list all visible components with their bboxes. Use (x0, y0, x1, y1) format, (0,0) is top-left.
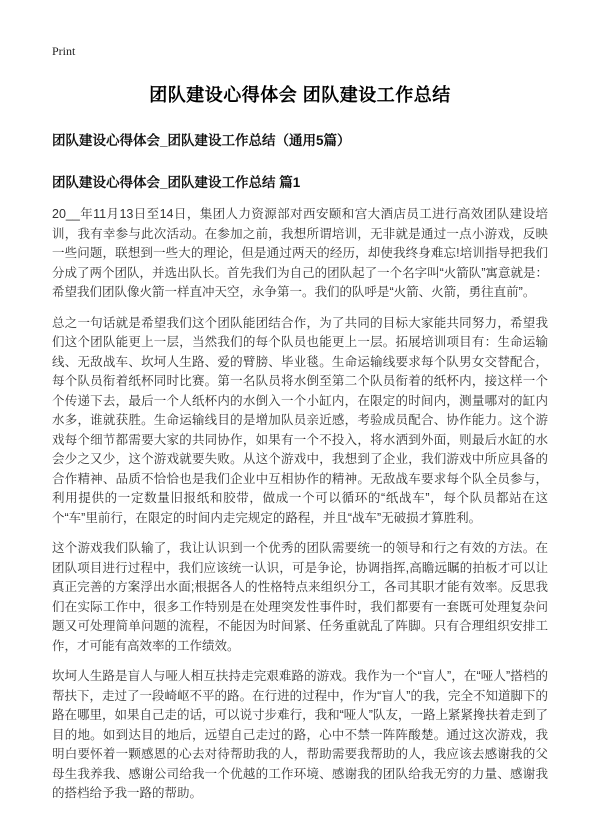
paragraph: 总之一句话就是希望我们这个团队能团结合作，为了共同的目标大家能共同努力，希望我们这个团队能更上一层，当然我们的每个队员也能更上一层。拓展培训项目有：生命运输线、无敌战车、坎坷人生路、爱的臂膀、毕业毯。生命运输线要求每个队男女交替配合，每个队员衔着纸杯同时比赛。第一名队员将水倒至第二个队员衔着的纸杯内，接这样一个个传递下去，最后一个人纸杯内的水倒入一个小缸内，在限定的时间内，测量哪对的缸内水多，谁就获胜。生命运输线目的是增加队员亲近感，考验成员配合、协作能力。这个游戏每个细节都需要大家的共同协作，如果有一个不投入，将水洒到外面，则最后水缸的水会少之又少，这个游戏就要失败。从这个游戏中，我想到了企业，我们游戏中所应具备的合作精神、品质不恰恰也是我们企业中互相协作的精神。无敌战车要求每个队全员参与，利用提供的一定数量旧报纸和胶带，做成一个可以循环的“纸战车”，每个队员都站在这个“车”里前行，在限定的时间内走完规定的路程，并且“战车”无破损才算胜利。 (52, 315, 548, 525)
article-body (52, 205, 548, 804)
section-heading: 团队建设心得体会_团队建设工作总结 篇1 (52, 175, 301, 190)
paragraph: 20__年11月13日至14日，集团人力资源部对西安颐和宫大酒店员工进行高效团队建设培训，我有幸参与此次活动。在参加之前，我想所谓培训，无非就是通过一点小游戏，反映一些问题，联想到一些大的理论，但是通过两天的经历，却使我终身难忘!培训指导把我们分成了两个团队，并选出队长。首先我们为自己的团队起了一个名字叫“火箭队”寓意就是：希望我们团队像火箭一样直冲天空，永争第一。我们的队呼是“火箭、火箭，勇往直前”。 (52, 207, 548, 299)
print-link[interactable]: Print (52, 44, 76, 58)
paragraph: 这个游戏我们队输了，我让认识到一个优秀的团队需要统一的领导和行之有效的方法。在团队项目进行过程中，我们应该统一认识，可是争论，协调指挥,高瞻远瞩的拍板才可以让真正完善的方案浮出水面;根据各人的性格特点来组织分工，各司其职才能有效率。反思我们在实际工作中，很多工作特别是在处理突发性事件时，我们都要有一套既可处理复杂问题又可处理简单问题的流程，不能因为时间紧、任务重就乱了阵脚。只有合理组织安排工作，才可能有高效率的工作绩效。 (52, 541, 548, 653)
paragraph: 坎坷人生路是盲人与哑人相互扶持走完艰难路的游戏。我作为一个“盲人”，在“哑人”搭档的帮扶下，走过了一段崎岖不平的路。在行进的过程中，作为“盲人”的我，完全不知道脚下的路在哪里，如果自己走的话，可以说寸步难行，我和“哑人”队友，一路上紧紧搀扶着走到了目的地。如到达目的地后，远望自己走过的路，心中不禁一阵阵酸楚。通过这次游戏，我明白要怀着一颗感恩的心去对待帮助我的人，帮助需要我帮助的人，我应该去感谢我的父母生我养我、感谢公司给我一个优越的工作环境、感谢我的团队给我无穷的力量、感谢我的搭档给予我一路的帮助。 (52, 669, 548, 800)
page-subtitle: 团队建设心得体会_团队建设工作总结（通用5篇） (52, 133, 351, 148)
page-title: 团队建设心得体会 团队建设工作总结 (149, 85, 451, 105)
